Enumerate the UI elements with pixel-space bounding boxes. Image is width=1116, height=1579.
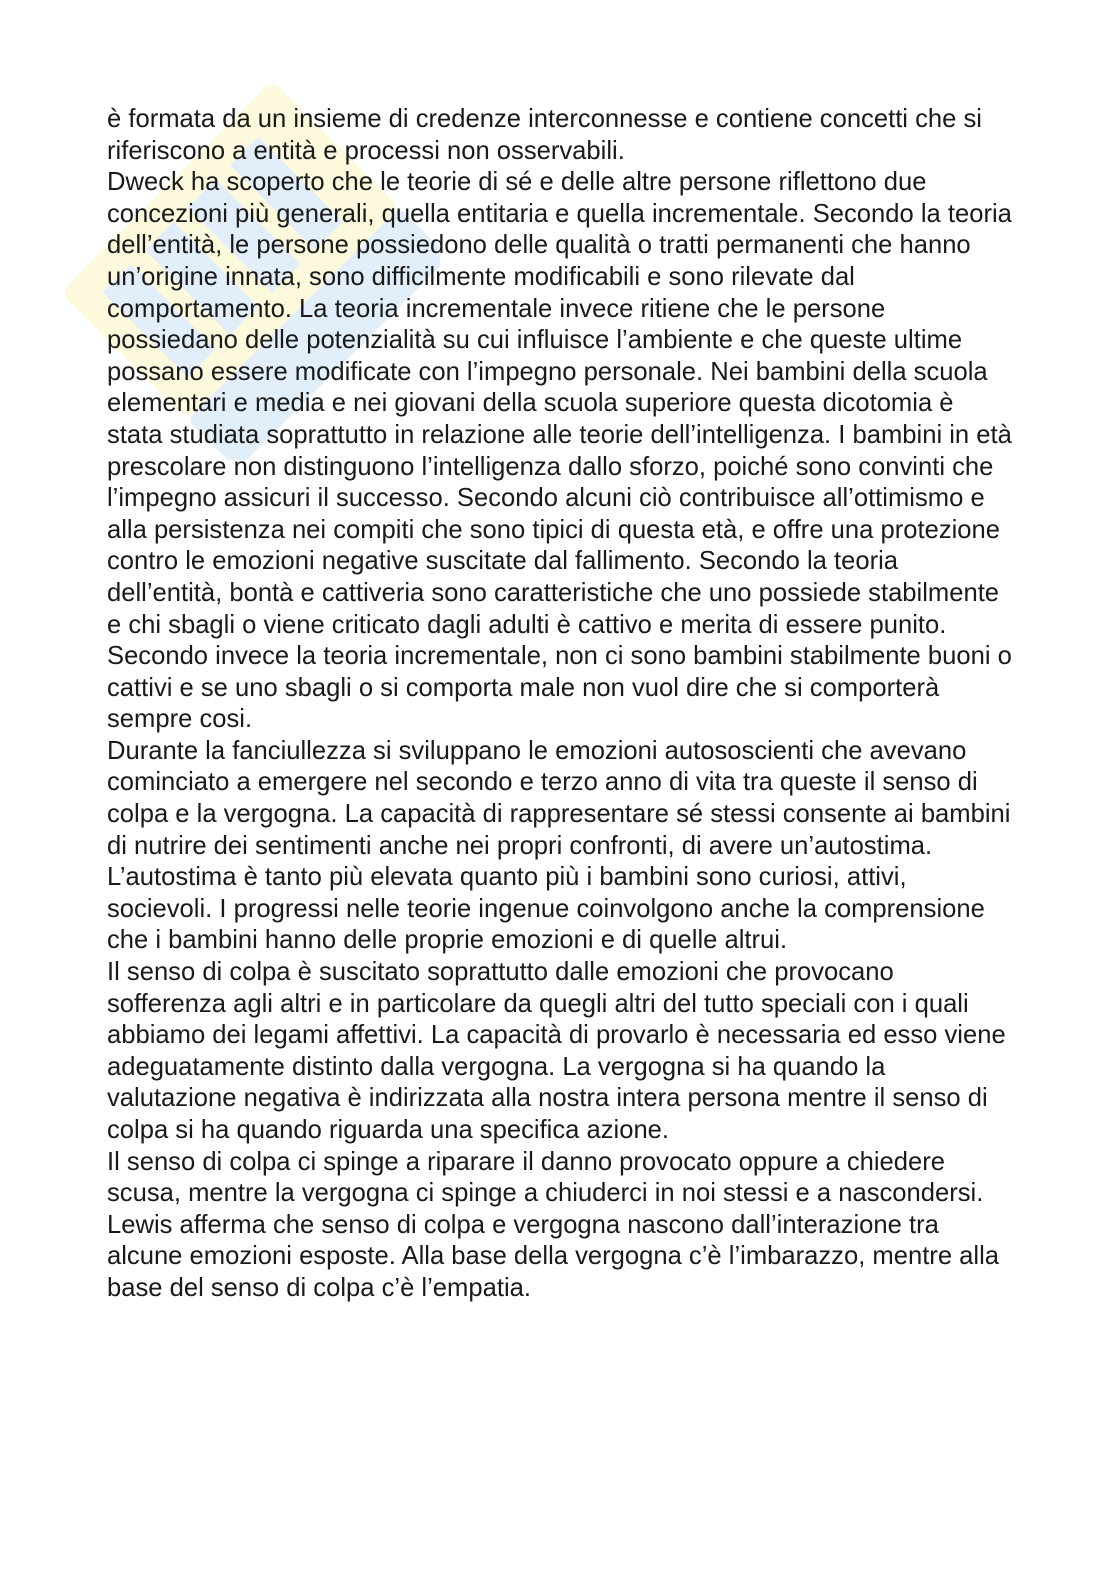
paragraph: Il senso di colpa è suscitato soprattutto dalle emozioni che provocano sofferenza agli altri e in particolare da quegli altri del tutto speciali con i quali abbiamo dei legami affettivi. La capacità di provarlo è necessaria ed esso viene adeguatamente distinto dalla vergogna. La vergogna si ha quando la valutazione negativa è indirizzata alla nostra intera persona mentre il senso di colpa si ha quando riguarda una specifica azione. [107,958,1006,1144]
paragraph: è formata da un insieme di credenze interconnesse e contiene concetti che si riferiscono a entità e processi non osservabili. [107,105,982,165]
document-body [107,104,1012,1305]
paragraph: Durante la fanciullezza si sviluppano le emozioni autososcienti che avevano cominciato a emergere nel secondo e terzo anno di vita tra queste il senso di colpa e la vergogna. La capacità di rappresentare sé stessi consente ai bambini di nutrire dei sentimenti anche nei propri confronti, di avere un’autostima. L’autostima è tanto più elevata quanto più i bambini sono curiosi, attivi, socievoli. I progressi nelle teorie ingenue coinvolgono anche la comprensione che i bambini hanno delle proprie emozioni e di quelle altrui. [107,736,1011,955]
paragraph: Dweck ha scoperto che le teorie di sé e delle altre persone riflettono due concezioni più generali, quella entitaria e quella incrementale. Secondo la teoria dell’entità, le persone possiedono delle qualità o tratti permanenti che hanno un’origine innata, sono difficilmente modificabili e sono rilevate dal comportamento. La teoria incrementale invece ritiene che le persone possiedano delle potenzialità su cui influisce l’ambiente e che queste ultime possano essere modificate con l’impegno personale. Nei bambini della scuola elementari e media e nei giovani della scuola superiore questa dicotomia è stata studiata soprattutto in relazione alle teorie dell’intelligenza. I bambini in età prescolare non distinguono l’intelligenza dallo sforzo, poiché sono convinti che l’impegno assicuri il successo. Secondo alcuni ciò contribuisce all’ottimismo e alla persistenza nei compiti che sono tipici di questa età, e offre una protezione contro le emozioni negative suscitate dal fallimento. Secondo la teoria dell’entità, bontà e cattiveria sono caratteristiche che uno possiede stabilmente e chi sbagli o viene criticato dagli adulti è cattivo e merita di essere punito. Secondo invece la teoria incrementale, non ci sono bambini stabilmente buoni o cattivi e se uno sbagli o si comporta male non vuol dire che si comporterà sempre cosi. [107,168,1012,734]
paragraph: Il senso di colpa ci spinge a riparare il danno provocato oppure a chiedere scusa, mentre la vergogna ci spinge a chiuderci in noi stessi e a nascondersi. Lewis afferma che senso di colpa e vergogna nascono dall’interazione tra alcune emozioni esposte. Alla base della vergogna c’è l’imbarazzo, mentre alla base del senso di colpa c’è l’empatia. [107,1147,1000,1302]
